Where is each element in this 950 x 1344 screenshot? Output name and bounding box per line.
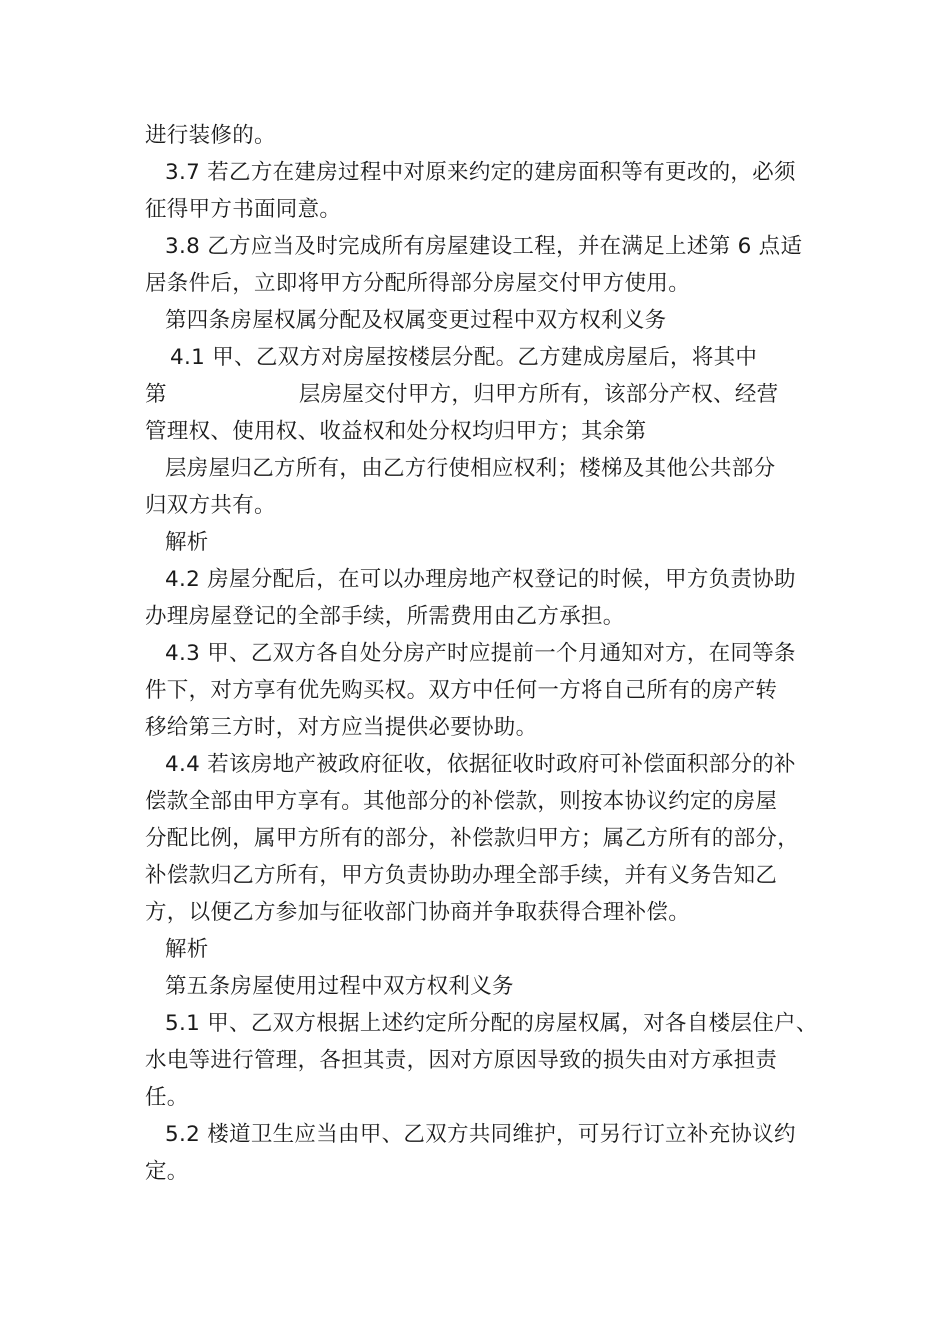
text-line: 层房屋归乙方所有，由乙方行使相应权利；楼梯及其他公共部分 [165,456,776,481]
text-line: 补偿款归乙方所有，甲方负责协助办理全部手续，并有义务告知乙 [145,863,778,888]
text-line: 水电等进行管理，各担其责，因对方原因导致的损失由对方承担责 [145,1048,778,1073]
clause-5-2: 5.2 楼道卫生应当由甲、乙双方共同维护，可另行订立补充协议约 [165,1122,796,1147]
clause-4-1: 4.1 甲、乙双方对房屋按楼层分配。乙方建成房屋后，将其中 [170,345,758,370]
clause-3-7: 3.7 若乙方在建房过程中对原来约定的建房面积等有更改的，必须 [165,160,796,185]
text-line: 定。 [145,1159,189,1184]
text-fragment: 层房屋交付甲方，归甲方所有，该部分产权、经营 [298,382,779,407]
clause-4-2: 4.2 房屋分配后，在可以办理房地产权登记的时候，甲方负责协助 [165,567,796,592]
clause-4-3: 4.3 甲、乙双方各自处分房产时应提前一个月通知对方，在同等条 [165,641,796,666]
analysis-label: 解析 [165,937,209,962]
text-line [145,377,810,413]
article-five-heading: 第五条房屋使用过程中双方权利义务 [165,974,514,999]
text-line: 方，以便乙方参加与征收部门协商并争取获得合理补偿。 [145,900,691,925]
clause-3-8: 3.8 乙方应当及时完成所有房屋建设工程，并在满足上述第 6 点适 [165,234,803,259]
text-line: 偿款全部由甲方享有。其他部分的补偿款，则按本协议约定的房屋 [145,789,778,814]
text-line: 居条件后，立即将甲方分配所得部分房屋交付甲方使用。 [145,271,691,296]
clause-4-4: 4.4 若该房地产被政府征收，依据征收时政府可补偿面积部分的补 [165,752,796,777]
text-line: 归双方共有。 [145,493,276,518]
text-line: 移给第三方时，对方应当提供必要协助。 [145,715,538,740]
text-line: 办理房屋登记的全部手续，所需费用由乙方承担。 [145,604,625,629]
article-four-heading: 第四条房屋权属分配及权属变更过程中双方权利义务 [165,308,667,333]
text-line: 管理权、使用权、收益权和处分权均归甲方；其余第 [145,419,647,444]
clause-5-1: 5.1 甲、乙双方根据上述约定所分配的房屋权属，对各自楼层住户、 [165,1011,818,1036]
text-fragment: 第 [145,382,167,407]
text-line: 征得甲方书面同意。 [145,197,342,222]
text-line: 进行装修的。 [145,123,276,148]
analysis-label: 解析 [165,530,209,555]
text-line: 分配比例，属甲方所有的部分，补偿款归甲方；属乙方所有的部分， [145,826,800,851]
text-line: 件下，对方享有优先购买权。双方中任何一方将自己所有的房产转 [145,678,778,703]
text-line: 任。 [145,1085,189,1110]
